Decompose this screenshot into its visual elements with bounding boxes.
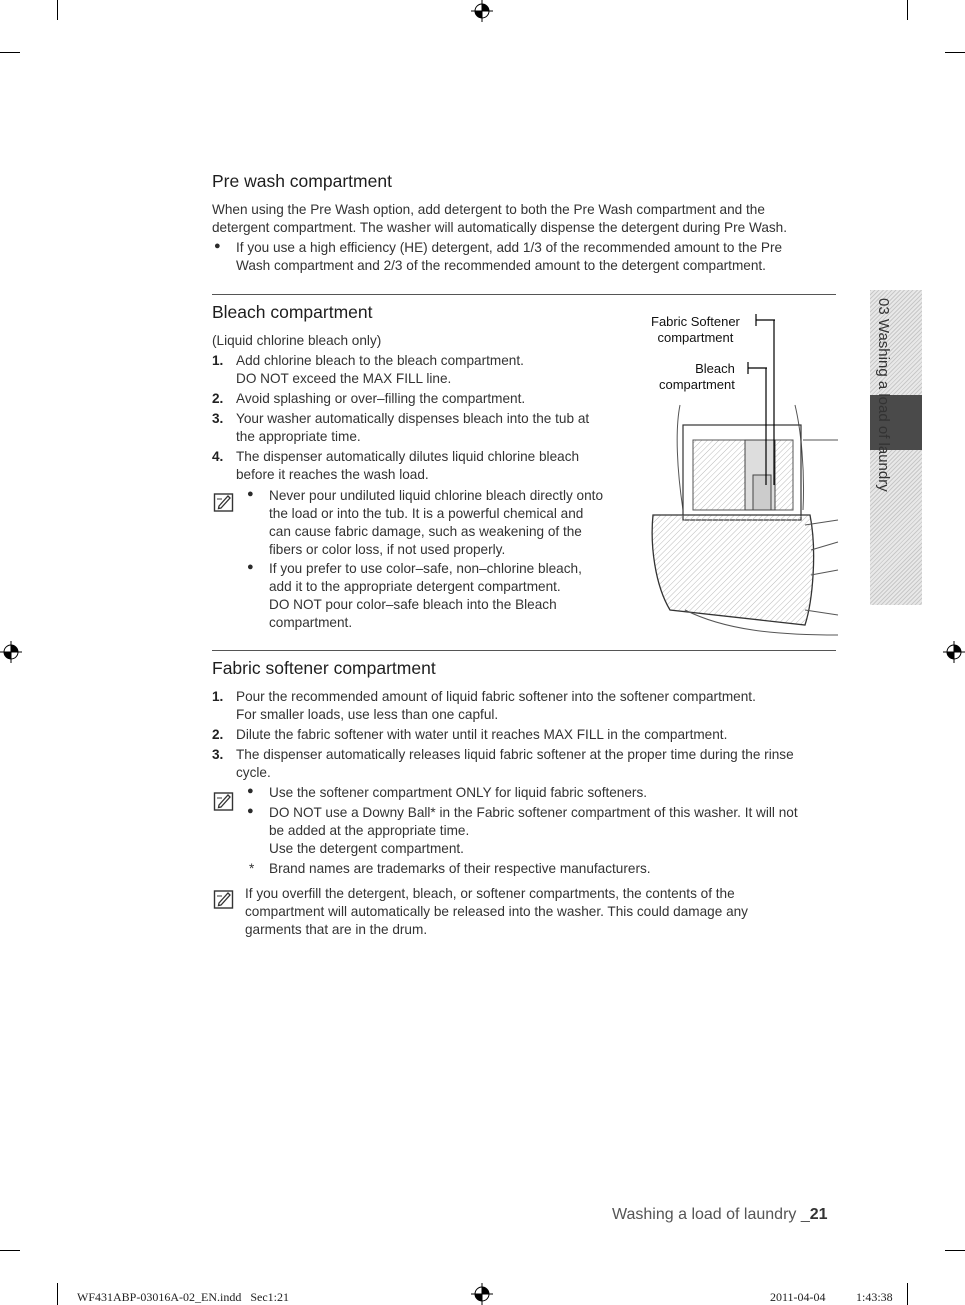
note-line: Never pour undiluted liquid chlorine bleach directly onto xyxy=(269,488,604,503)
section-divider xyxy=(212,650,836,651)
paragraph-line: detergent compartment. The washer will automatically dispense the detergent during Pre Wash. xyxy=(212,220,788,235)
step-line: DO NOT exceed the MAX FILL line. xyxy=(236,371,452,386)
footer-title: Washing a load of laundry _ xyxy=(612,1206,810,1223)
side-tab-text: 03 Washing a load of laundry xyxy=(875,298,892,492)
step-number: 1. xyxy=(212,353,224,368)
figure-label-line: compartment xyxy=(659,377,735,392)
page-footer xyxy=(612,1206,828,1224)
note-line: Use the detergent compartment. xyxy=(269,841,464,856)
crop-mark xyxy=(57,0,58,20)
print-slug-time: 1:43:38 xyxy=(856,1290,893,1304)
memo-pencil-icon xyxy=(213,888,235,910)
step-line: For smaller loads, use less than one capful. xyxy=(236,707,499,722)
memo-pencil-icon xyxy=(213,491,235,513)
crop-mark xyxy=(0,52,20,53)
step-line: Avoid splashing or over–filling the compartment. xyxy=(236,391,526,406)
note-line: DO NOT use a Downy Ball* in the Fabric softener compartment of this washer. It will not xyxy=(269,805,798,820)
dispenser-illustration xyxy=(645,310,840,640)
step-number: 4. xyxy=(212,449,224,464)
footnote-text: Brand names are trademarks of their respective manufacturers. xyxy=(269,861,651,876)
step-line: Add chlorine bleach to the bleach compartment. xyxy=(236,353,524,368)
page-number: 21 xyxy=(809,1206,828,1223)
side-tab-label xyxy=(870,290,896,605)
crop-mark xyxy=(945,1250,965,1251)
figure-label-line: Bleach xyxy=(695,361,735,376)
warning-line: If you overfill the detergent, bleach, or softener compartments, the contents of the xyxy=(245,886,735,901)
figure-label-bleach xyxy=(659,361,735,393)
memo-pencil-icon xyxy=(213,790,235,812)
note-line: compartment. xyxy=(269,615,353,630)
step-line: The dispenser automatically releases liquid fabric softener at the proper time during the rinse xyxy=(236,747,794,762)
step-line: Dilute the fabric softener with water until it reaches MAX FILL in the compartment. xyxy=(236,727,728,742)
figure-label-line: Fabric Softener xyxy=(651,314,740,329)
crop-mark xyxy=(0,1250,20,1251)
figure-label-line: compartment xyxy=(657,330,734,345)
bleach-intro: (Liquid chlorine bleach only) xyxy=(212,333,382,348)
step-line: the appropriate time. xyxy=(236,429,361,444)
crosshair-registration-icon xyxy=(943,641,965,663)
step-number: 1. xyxy=(212,689,224,704)
bullet-icon: ● xyxy=(247,561,254,573)
warning-line: compartment will automatically be released into the washer. This could damage any xyxy=(245,904,748,919)
note-line: If you prefer to use color–safe, non–chlorine bleach, xyxy=(269,561,582,576)
figure-label-fabric-softener xyxy=(651,314,740,346)
step-line: before it reaches the wash load. xyxy=(236,467,429,482)
step-line: Your washer automatically dispenses bleach into the tub at xyxy=(236,411,590,426)
step-number: 3. xyxy=(212,747,224,762)
crop-mark xyxy=(907,1283,908,1305)
crosshair-registration-icon xyxy=(471,0,493,22)
bullet-line: Wash compartment and 2/3 of the recommended amount to the detergent compartment. xyxy=(236,258,766,273)
print-slug-date: 2011-04-04 xyxy=(770,1290,826,1304)
crosshair-registration-icon xyxy=(0,641,22,663)
note-line: Use the softener compartment ONLY for liquid fabric softeners. xyxy=(269,785,648,800)
bullet-icon: ● xyxy=(214,240,221,252)
crop-mark xyxy=(57,1283,58,1305)
section-heading-prewash: Pre wash compartment xyxy=(212,171,392,191)
section-heading-softener: Fabric softener compartment xyxy=(212,658,436,678)
section-heading-bleach: Bleach compartment xyxy=(212,302,373,322)
note-line: DO NOT pour color–safe bleach into the Bleach xyxy=(269,597,557,612)
crop-mark xyxy=(907,0,908,20)
bullet-icon: ● xyxy=(247,785,254,797)
bullet-icon: ● xyxy=(247,805,254,817)
note-line: be added at the appropriate time. xyxy=(269,823,470,838)
paragraph-line: When using the Pre Wash option, add detergent to both the Pre Wash compartment and the xyxy=(212,202,765,217)
step-number: 2. xyxy=(212,727,224,742)
step-number: 3. xyxy=(212,411,224,426)
note-line: fibers or color loss, if not used properly. xyxy=(269,542,506,557)
step-line: Pour the recommended amount of liquid fabric softener into the softener compartment. xyxy=(236,689,756,704)
note-line: the load or into the tub. It is a powerful chemical and xyxy=(269,506,584,521)
section-divider xyxy=(212,294,836,295)
bullet-icon: ● xyxy=(247,488,254,500)
step-line: The dispenser automatically dilutes liquid chlorine bleach xyxy=(236,449,580,464)
warning-line: garments that are in the drum. xyxy=(245,922,428,937)
step-line: cycle. xyxy=(236,765,271,780)
note-line: add it to the appropriate detergent compartment. xyxy=(269,579,561,594)
note-line: can cause fabric damage, such as weakening of the xyxy=(269,524,582,539)
bullet-line: If you use a high efficiency (HE) detergent, add 1/3 of the recommended amount to the Pre xyxy=(236,240,783,255)
print-slug-file: WF431ABP-03016A-02_EN.indd Sec1:21 xyxy=(77,1290,289,1304)
step-number: 2. xyxy=(212,391,224,406)
footnote-mark: * xyxy=(249,861,255,876)
crop-mark xyxy=(945,52,965,53)
crosshair-registration-icon xyxy=(471,1283,493,1305)
